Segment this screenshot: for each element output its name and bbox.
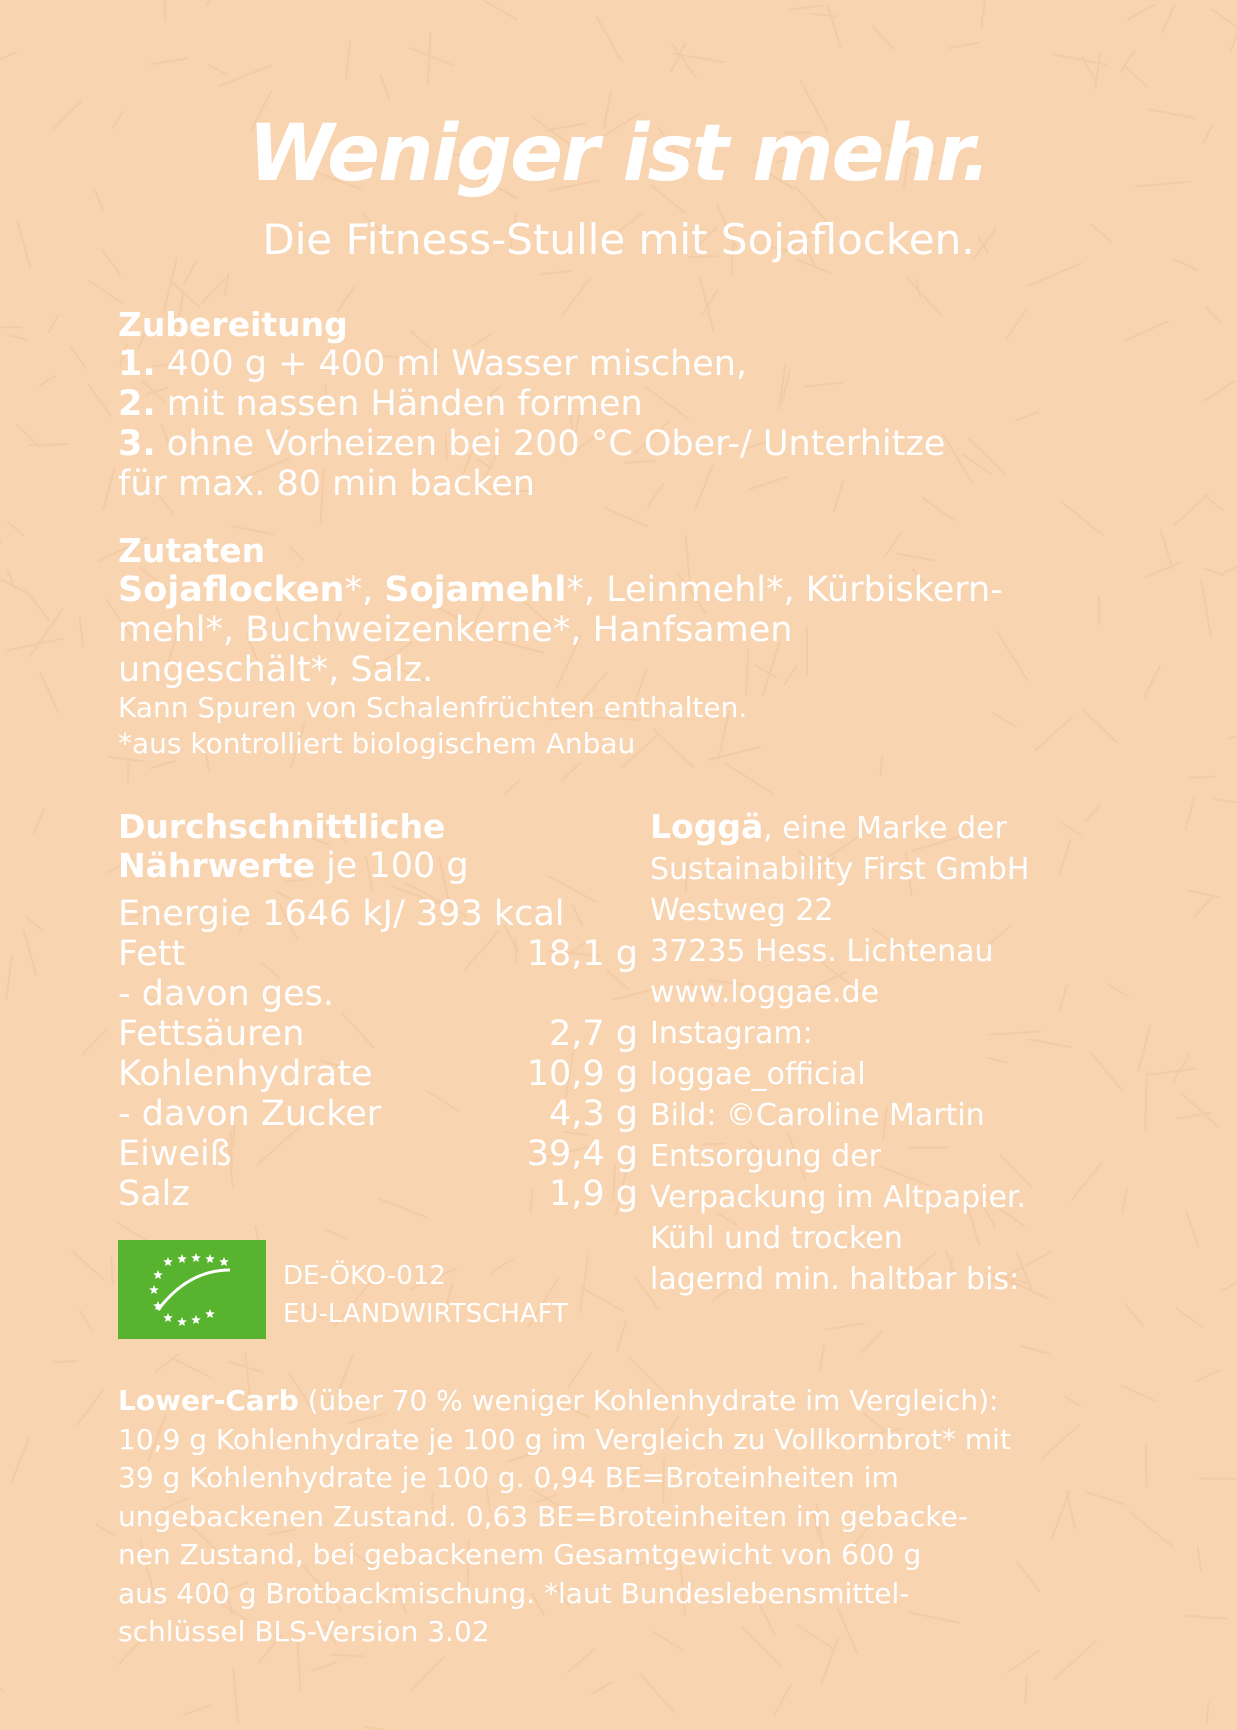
nutrient-label: Eiweiß xyxy=(118,1134,232,1174)
pattern-stroke xyxy=(24,588,49,620)
pattern-stroke xyxy=(562,763,581,781)
pattern-stroke xyxy=(1184,1616,1227,1619)
pattern-stroke xyxy=(617,1320,626,1352)
pattern-stroke xyxy=(0,52,17,74)
pattern-stroke xyxy=(591,1682,612,1694)
pattern-stroke xyxy=(233,1667,238,1723)
pattern-stroke xyxy=(0,1672,5,1693)
nutrition-row xyxy=(118,1014,638,1054)
pattern-stroke xyxy=(0,511,1,545)
pattern-stroke xyxy=(87,279,123,303)
company-line: lagernd min. haltbar bis: xyxy=(650,1262,1020,1297)
ingredients-line xyxy=(118,570,1118,610)
preparation-step xyxy=(118,384,1118,424)
pattern-stroke xyxy=(1201,580,1211,635)
organic-origin: EU-LANDWIRTSCHAFT xyxy=(283,1299,568,1329)
pattern-stroke xyxy=(183,1705,211,1715)
star-icon xyxy=(205,1254,215,1263)
pattern-stroke xyxy=(48,315,59,334)
star-icon xyxy=(177,1254,187,1263)
pattern-stroke xyxy=(1207,1702,1209,1724)
pattern-stroke xyxy=(981,0,986,27)
pattern-stroke xyxy=(872,25,895,49)
pattern-stroke xyxy=(172,283,199,308)
pattern-stroke xyxy=(71,347,87,369)
allergen-note: Kann Spuren von Schalenfrüchten enthalten. xyxy=(118,691,748,724)
pattern-stroke xyxy=(6,954,12,999)
pattern-stroke xyxy=(1028,263,1082,286)
step-text: 400 g + 400 ml Wasser mischen, xyxy=(155,344,748,384)
pattern-stroke xyxy=(311,1662,336,1672)
pattern-stroke xyxy=(1214,799,1237,806)
nutrient-label: Salz xyxy=(118,1174,190,1214)
pattern-stroke xyxy=(1019,1346,1050,1355)
pattern-stroke xyxy=(409,48,455,66)
ingredients-line: mehl*, Buchweizenkerne*, Hanfsamen xyxy=(118,610,793,650)
preparation-step xyxy=(118,424,1118,464)
pattern-stroke xyxy=(88,384,111,417)
nutrition-per-100g: je 100 g xyxy=(314,846,469,886)
pattern-stroke xyxy=(504,781,520,795)
pattern-stroke xyxy=(1124,65,1147,87)
pattern-stroke xyxy=(1190,776,1216,778)
star-icon xyxy=(219,1257,229,1266)
pattern-stroke xyxy=(225,273,229,295)
nutrition-row xyxy=(118,1174,638,1214)
star-icon xyxy=(149,1285,159,1294)
star-icon xyxy=(163,1257,173,1266)
lowcarb-note xyxy=(118,1382,1128,1652)
pattern-stroke xyxy=(1198,1546,1202,1573)
step-number: 2. xyxy=(118,384,156,424)
nutrient-value: 10,9 g xyxy=(526,1054,638,1094)
pattern-stroke xyxy=(774,1683,792,1715)
pattern-stroke xyxy=(364,1728,385,1730)
brand-name: Loggä xyxy=(650,807,764,846)
star-icon xyxy=(191,1253,201,1262)
pattern-stroke xyxy=(1222,1267,1237,1291)
ingredients-section xyxy=(118,532,1118,762)
pattern-stroke xyxy=(1,579,31,595)
pattern-stroke xyxy=(581,1287,625,1312)
ingredients-line: ungeschält*, Salz. xyxy=(118,650,434,690)
pattern-stroke xyxy=(380,75,390,101)
pattern-stroke xyxy=(472,0,518,20)
pattern-stroke xyxy=(171,1358,210,1377)
ingredient-highlight: Sojamehl xyxy=(384,570,567,610)
organic-control-code: DE-ÖKO-012 xyxy=(283,1261,446,1291)
step-number: 1. xyxy=(118,344,156,384)
ingredients-heading: Zutaten xyxy=(118,531,266,570)
pattern-stroke xyxy=(1219,560,1237,575)
pattern-stroke xyxy=(1199,1479,1237,1480)
company-info xyxy=(650,808,1210,1300)
company-line: 37235 Hess. Lichtenau xyxy=(650,934,994,969)
pattern-stroke xyxy=(428,32,431,87)
pattern-stroke xyxy=(828,5,841,48)
star-icon xyxy=(177,1317,187,1326)
step-number: 3. xyxy=(118,424,156,464)
pattern-stroke xyxy=(201,278,225,304)
pattern-stroke xyxy=(1123,321,1169,341)
lowcarb-line: nen Zustand, bei gebackenem Gesamtgewicht von 600 g xyxy=(118,1538,922,1571)
pattern-stroke xyxy=(1227,726,1237,739)
nutrition-row xyxy=(118,1134,638,1174)
pattern-stroke xyxy=(1206,307,1221,322)
nutrition-section xyxy=(118,808,638,1214)
pattern-stroke xyxy=(53,1361,78,1362)
organic-certification xyxy=(283,1257,568,1333)
pattern-stroke xyxy=(411,1657,445,1691)
pattern-stroke xyxy=(825,1323,865,1329)
pattern-stroke xyxy=(33,808,44,833)
pattern-stroke xyxy=(788,5,823,9)
pattern-stroke xyxy=(207,0,240,5)
nutrient-label: Kohlenhydrate xyxy=(118,1054,373,1094)
lowcarb-line: schlüssel BLS-Version 3.02 xyxy=(118,1615,490,1648)
nutrient-value: 18,1 g xyxy=(526,934,638,974)
pattern-stroke xyxy=(725,763,776,795)
nutrition-heading-bold: Nährwerte xyxy=(118,846,315,885)
pattern-stroke xyxy=(1230,14,1237,52)
star-icon xyxy=(153,1270,163,1279)
pattern-stroke xyxy=(71,1250,104,1281)
ingredient-text: *, Leinmehl*, Kürbiskern- xyxy=(566,570,1003,610)
lowcarb-line: ungebackenen Zustand. 0,63 BE=Broteinheiten im gebacke- xyxy=(118,1499,968,1533)
preparation-heading: Zubereitung xyxy=(118,305,348,344)
pattern-stroke xyxy=(111,1256,112,1285)
company-line: Westweg 22 xyxy=(650,893,834,928)
lowcarb-line: 39 g Kohlenhydrate je 100 g. 0,94 BE=Broteinheiten im xyxy=(118,1461,899,1494)
pattern-stroke xyxy=(1125,1303,1144,1326)
leaf-stem xyxy=(158,1270,230,1310)
pattern-stroke xyxy=(1129,1511,1173,1547)
ingredient-highlight: Sojaflocken xyxy=(118,570,345,610)
pattern-stroke xyxy=(103,466,115,510)
company-line: Instagram: xyxy=(650,1016,813,1051)
pattern-stroke xyxy=(82,1029,108,1056)
nutrient-label: - davon Zucker xyxy=(118,1094,382,1134)
nutrient-label: - davon ges. xyxy=(118,974,334,1014)
pattern-stroke xyxy=(95,1524,115,1535)
lowcarb-text: (über 70 % weniger Kohlenhydrate im Vergleich): xyxy=(298,1384,999,1417)
step-text: ohne Vorheizen bei 200 °C Ober-/ Unterhitze xyxy=(155,424,946,464)
pattern-stroke xyxy=(76,1390,103,1426)
nutrition-row xyxy=(118,1054,638,1094)
pattern-stroke xyxy=(1120,50,1135,74)
pattern-stroke xyxy=(330,1655,364,1657)
pattern-stroke xyxy=(605,508,648,526)
nutrition-row xyxy=(118,934,638,974)
star-icon xyxy=(163,1313,173,1322)
pattern-stroke xyxy=(810,13,837,16)
organic-note: *aus kontrolliert biologischem Anbau xyxy=(118,727,636,760)
pattern-stroke xyxy=(1204,381,1235,401)
company-instagram: loggae_official xyxy=(650,1057,866,1092)
pattern-stroke xyxy=(29,444,70,445)
pattern-stroke xyxy=(325,1230,348,1239)
nutrient-value: 2,7 g xyxy=(548,1014,638,1054)
pattern-stroke xyxy=(150,58,188,64)
company-website: www.loggae.de xyxy=(650,975,880,1010)
nutrient-value: 4,3 g xyxy=(548,1094,638,1134)
pattern-stroke xyxy=(149,761,176,769)
nutrition-row xyxy=(118,974,638,1014)
pattern-stroke xyxy=(1203,494,1224,511)
lowcarb-line: aus 400 g Brotbackmischung. *laut Bundeslebensmittel- xyxy=(118,1576,910,1610)
preparation-step xyxy=(118,344,1118,384)
page-title: Weniger ist mehr. xyxy=(248,109,989,199)
company-line: Entsorgung der xyxy=(650,1139,882,1174)
pattern-stroke xyxy=(1174,494,1209,525)
pattern-stroke xyxy=(10,1438,28,1485)
pattern-stroke xyxy=(639,1673,674,1713)
pattern-stroke xyxy=(1160,530,1173,570)
pattern-stroke xyxy=(861,1331,882,1354)
lowcarb-line xyxy=(118,1382,1128,1421)
nutrient-label: Fett xyxy=(118,934,186,974)
pattern-stroke xyxy=(673,54,725,63)
eu-organic-leaf-icon xyxy=(118,1240,266,1339)
step-text: mit nassen Händen formen xyxy=(155,384,643,424)
ingredient-separator: *, xyxy=(344,570,385,610)
pattern-stroke xyxy=(346,41,350,81)
pattern-stroke xyxy=(1060,501,1103,536)
pattern-stroke xyxy=(40,672,59,714)
star-icon xyxy=(191,1315,201,1324)
star-icon xyxy=(205,1309,215,1318)
preparation-section xyxy=(118,306,1118,504)
pattern-stroke xyxy=(597,16,623,62)
pattern-stroke xyxy=(820,1344,824,1370)
nutrition-subheading xyxy=(118,846,638,886)
pattern-stroke xyxy=(1175,1308,1202,1327)
pattern-stroke xyxy=(1162,3,1175,33)
company-line: Bild: ©Caroline Martin xyxy=(650,1098,985,1133)
pattern-stroke xyxy=(9,335,30,340)
pattern-stroke xyxy=(567,1649,595,1673)
pattern-stroke xyxy=(164,0,165,22)
pattern-stroke xyxy=(79,615,83,647)
pattern-stroke xyxy=(540,271,572,274)
nutrition-heading: Durchschnittliche xyxy=(118,807,446,846)
pattern-stroke xyxy=(1145,562,1182,577)
nutrient-value: 39,4 g xyxy=(526,1134,638,1174)
lowcarb-line: 10,9 g Kohlenhydrate je 100 g im Vergleich zu Vollkornbrot* mit xyxy=(118,1422,1011,1456)
pattern-stroke xyxy=(1211,9,1237,35)
brand-suffix: , eine Marke der xyxy=(763,811,1007,846)
pattern-stroke xyxy=(23,929,36,975)
preparation-step-continuation: für max. 80 min backen xyxy=(118,464,535,504)
pattern-stroke xyxy=(580,1254,589,1313)
page-subtitle: Die Fitness-Stulle mit Sojaflocken. xyxy=(262,215,975,264)
pattern-stroke xyxy=(79,1310,91,1331)
pattern-stroke xyxy=(26,916,43,930)
pattern-stroke xyxy=(948,43,979,49)
pattern-stroke xyxy=(1025,1675,1027,1703)
nutrition-row xyxy=(118,1094,638,1134)
pattern-stroke xyxy=(155,1354,179,1373)
company-line: Verpackung im Altpapier. xyxy=(650,1180,1027,1215)
pattern-stroke xyxy=(1007,1650,1040,1673)
pattern-stroke xyxy=(7,521,24,536)
pattern-stroke xyxy=(1203,569,1225,575)
pattern-stroke xyxy=(1127,4,1155,20)
pattern-stroke xyxy=(1195,1369,1221,1381)
pattern-stroke xyxy=(1095,52,1100,90)
lowcarb-heading: Lower-Carb xyxy=(118,1384,299,1417)
nutrient-value: 1,9 g xyxy=(548,1174,638,1214)
pattern-stroke xyxy=(39,376,56,387)
company-brand-line xyxy=(650,808,1210,849)
company-line: Kühl und trocken xyxy=(650,1221,903,1256)
pattern-stroke xyxy=(209,65,227,75)
nutrition-energy: Energie 1646 kJ/ 393 kcal xyxy=(118,894,565,934)
pattern-stroke xyxy=(128,762,129,785)
company-line: Sustainability First GmbH xyxy=(650,852,1030,887)
pattern-stroke xyxy=(1144,665,1161,698)
pattern-stroke xyxy=(1146,1443,1147,1489)
nutrient-label: Fettsäuren xyxy=(118,1014,305,1054)
